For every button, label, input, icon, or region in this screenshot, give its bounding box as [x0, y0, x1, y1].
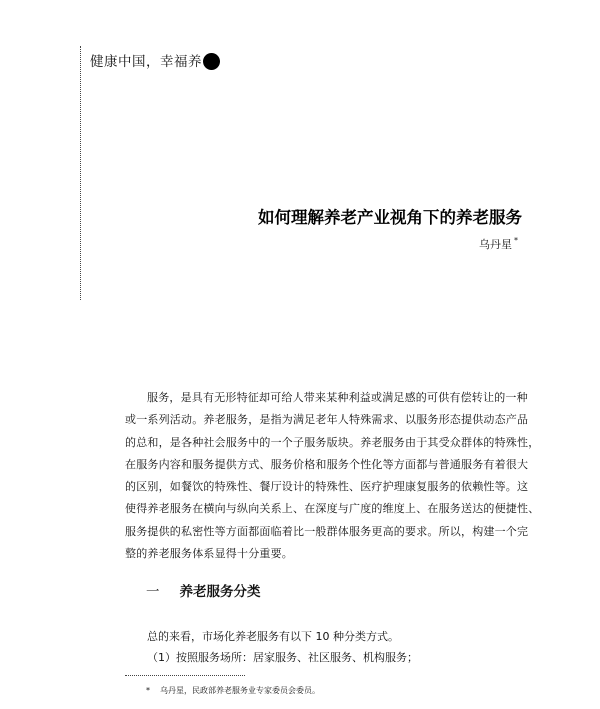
classification-item: （1）按照服务场所：居家服务、社区服务、机构服务； [147, 651, 418, 664]
black-dot-icon [203, 53, 220, 70]
body-line: 的总和，是各种社会服务中的一个子服务版块。养老服务由于其受众群体的特殊性， [125, 435, 540, 449]
footnote-rule [125, 675, 245, 676]
body-line: 服务提供的私密性等方面都面临着比一般群体服务更高的要求。所以，构建一个完 [125, 524, 529, 538]
body-line: 服务，是具有无形特征却可给人带来某种利益或满足感的可供有偿转让的一种 [147, 391, 528, 404]
running-head [90, 50, 220, 70]
section-heading-text: 养老服务分类 [179, 584, 261, 600]
section-number: 一 [146, 584, 160, 600]
footnote-mark: * [146, 686, 150, 695]
author-footnote-mark: * [514, 236, 518, 245]
section-heading [146, 580, 261, 600]
article-title: 如何理解养老产业视角下的养老服务 [258, 208, 522, 227]
body-line: 在服务内容和服务提供方式、服务价格和服务个性化等方面都与普通服务有着很大 [125, 457, 529, 471]
body-line: 使得养老服务在横向与纵向关系上、在深度与广度的维度上、在服务送达的便捷性、 [125, 502, 540, 516]
body-paragraph [125, 387, 540, 565]
body-line: 或一系列活动。养老服务，是指为满足老年人特殊需求、以服务形态提供动态产品 [125, 413, 529, 427]
running-head-text: 健康中国，幸福养 [90, 54, 202, 70]
intro-line: 总的来看，市场化养老服务有以下 10 种分类方式。 [147, 630, 399, 643]
author-name: 乌丹星 [479, 238, 512, 251]
footnote-text: 乌丹星，民政部养老服务业专家委员会委员。 [160, 686, 320, 695]
body-line: 整的养老服务体系显得十分重要。 [125, 547, 293, 561]
article-author [479, 236, 518, 252]
footnote [146, 685, 320, 696]
margin-dotted-rule [80, 46, 81, 300]
body-line: 的区别，如餐饮的特殊性、餐厅设计的特殊性、医疗护理康复服务的依赖性等。这 [125, 480, 529, 494]
